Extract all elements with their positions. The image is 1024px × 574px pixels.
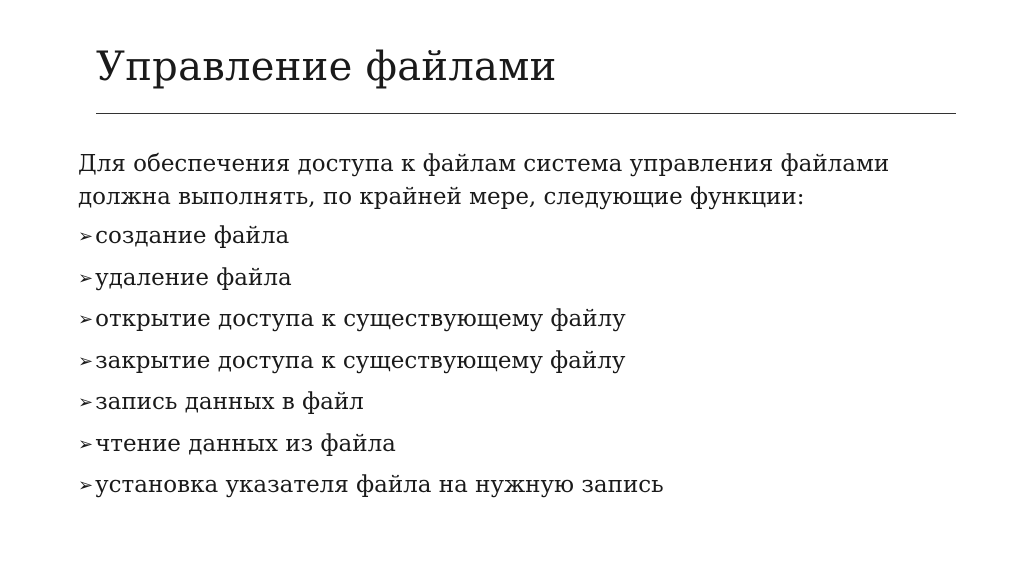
- list-item-text: установка указателя файла на нужную запись: [95, 472, 664, 498]
- slide-title: Управление файлами: [96, 44, 557, 90]
- arrow-bullet-icon: ➢: [78, 433, 94, 455]
- function-list: [78, 216, 978, 507]
- intro-line-2: должна выполнять, по крайней мере, следующие функции:: [78, 184, 805, 210]
- list-item-text: удаление файла: [95, 264, 292, 291]
- list-item: [78, 465, 978, 507]
- list-item: [78, 299, 978, 341]
- arrow-bullet-icon: ➢: [78, 392, 94, 413]
- arrow-bullet-icon: ➢: [78, 226, 94, 247]
- intro-paragraph: [78, 148, 978, 214]
- list-item-text: запись данных в файл: [95, 389, 364, 415]
- list-item: [78, 341, 978, 383]
- arrow-bullet-icon: ➢: [78, 267, 94, 289]
- slide-content: [78, 148, 978, 507]
- list-item: [78, 216, 978, 258]
- arrow-bullet-icon: ➢: [78, 309, 94, 330]
- list-item: [78, 382, 978, 424]
- arrow-bullet-icon: ➢: [78, 350, 94, 372]
- list-item-text: чтение данных из файла: [95, 430, 396, 457]
- list-item-text: закрытие доступа к существующему файлу: [95, 347, 626, 374]
- title-divider: [96, 113, 956, 114]
- intro-line-1: Для обеспечения доступа к файлам система управления файлами: [78, 151, 890, 177]
- list-item-text: создание файла: [95, 223, 290, 249]
- list-item-text: открытие доступа к существующему файлу: [95, 306, 626, 332]
- list-item: [78, 258, 978, 300]
- list-item: [78, 424, 978, 466]
- arrow-bullet-icon: ➢: [78, 475, 94, 496]
